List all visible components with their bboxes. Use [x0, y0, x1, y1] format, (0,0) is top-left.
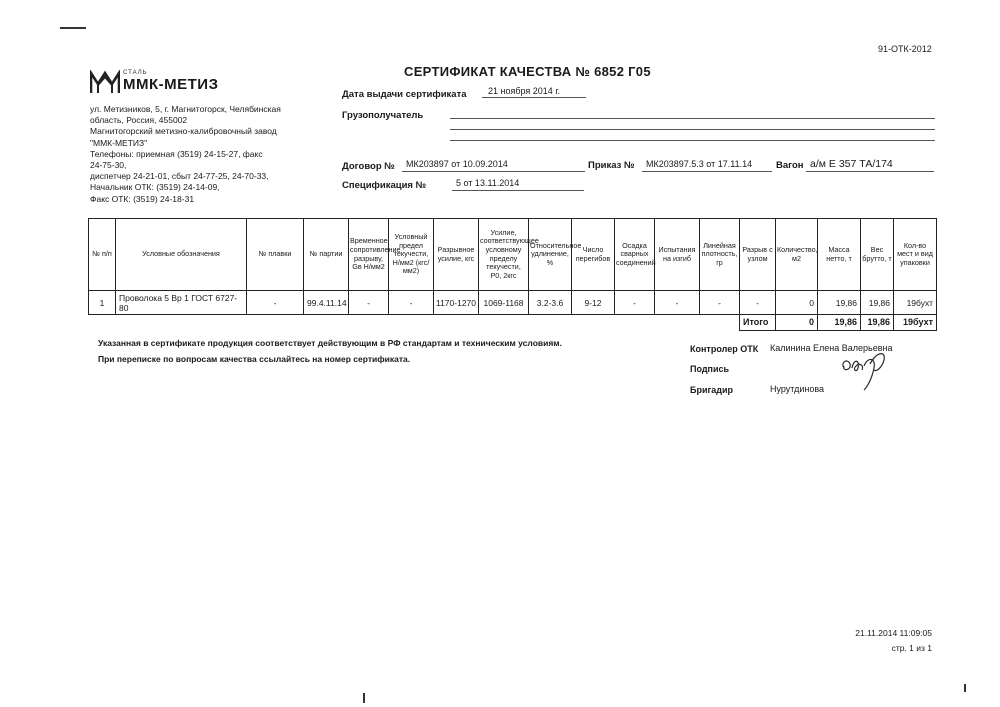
- signature-label: Подпись: [690, 364, 730, 374]
- column-header: Разрыв с узлом: [740, 219, 776, 291]
- order-value: МК203897.5.3 от 17.11.14: [646, 159, 753, 169]
- controller-label: Контролер ОТК: [690, 344, 759, 354]
- column-header: Вес брутто, т: [861, 219, 894, 291]
- address-line: Телефоны: приемная (3519) 24-15-27, факс: [90, 148, 263, 159]
- print-datetime: 21.11.2014 11:09:05: [855, 628, 932, 638]
- total-packages: 19бухт: [894, 315, 937, 331]
- table-cell: 9-12: [572, 291, 615, 315]
- foreman-label: Бригадир: [690, 385, 733, 395]
- table-cell: 19,86: [818, 291, 861, 315]
- certificate-title: СЕРТИФИКАТ КАЧЕСТВА № 6852 Г05: [404, 64, 651, 79]
- table-cell: 19,86: [861, 291, 894, 315]
- total-quantity: 0: [776, 315, 818, 331]
- total-gross: 19,86: [861, 315, 894, 331]
- address-line: Магнитогорский метизно-калибровочный завод: [90, 126, 277, 137]
- specification-value: 5 от 13.11.2014: [456, 178, 520, 188]
- column-header: Кол-во мест и вид упаковки: [894, 219, 937, 291]
- column-header: Усилие, соответствующее условному пределу текучести, Р0, 2кгс: [479, 219, 529, 291]
- foreman-name: Нурутдинова: [770, 384, 825, 394]
- column-header: № плавки: [247, 219, 304, 291]
- table-cell: 3.2-3.6: [529, 291, 572, 315]
- table-cell: -: [349, 291, 389, 315]
- table-cell: 0: [776, 291, 818, 315]
- column-header: Относительное удлинение, %: [529, 219, 572, 291]
- table-cell: -: [247, 291, 304, 315]
- column-header: Масса нетто, т: [818, 219, 861, 291]
- scan-mark: [60, 27, 86, 29]
- column-header: № п/п: [89, 219, 116, 291]
- column-header: Условные обозначения: [116, 219, 247, 291]
- quality-table: [88, 218, 937, 331]
- logo-caption: СТАЛЬ: [123, 70, 148, 76]
- contract-value: МК203897 от 10.09.2014: [406, 159, 508, 169]
- issue-date-label: Дата выдачи сертификата: [342, 89, 467, 100]
- handwritten-signature-icon: [830, 346, 890, 392]
- correspondence-note: При переписке по вопросам качества ссылайтесь на номер сертификата.: [98, 354, 411, 364]
- consignee-line: [450, 118, 935, 119]
- wagon-value: а/м Е 357 ТА/174: [810, 158, 893, 170]
- specification-label: Спецификация №: [342, 180, 427, 191]
- contract-label: Договор №: [342, 161, 395, 172]
- address-line: Начальник ОТК: (3519) 24-14-09,: [90, 182, 220, 193]
- column-header: Число перегибов: [572, 219, 615, 291]
- consignee-label: Грузополучатель: [342, 110, 424, 121]
- table-cell: -: [615, 291, 655, 315]
- table-cell: -: [389, 291, 434, 315]
- issue-date-underline: [482, 97, 586, 98]
- column-header: Разрывное усилие, кгс: [434, 219, 479, 291]
- table-cell: 1069-1168: [479, 291, 529, 315]
- column-header: № партии: [304, 219, 349, 291]
- table-cell: -: [740, 291, 776, 315]
- scan-mark: [363, 693, 365, 703]
- total-label: Итого: [740, 315, 776, 331]
- address-line: "ММК-МЕТИЗ": [90, 137, 148, 148]
- table-cell: Проволока 5 Вр 1 ГОСТ 6727-80: [116, 291, 247, 315]
- address-line: 24-75-30,: [90, 160, 127, 171]
- table-cell: -: [655, 291, 700, 315]
- table-cell: 1: [89, 291, 116, 315]
- table-cell: 19бухт: [894, 291, 937, 315]
- empty-cell: [89, 315, 740, 331]
- column-header: Испытания на изгиб: [655, 219, 700, 291]
- column-header: Количество, м2: [776, 219, 818, 291]
- page-info: стр. 1 из 1: [891, 643, 932, 653]
- table-cell: 1170-1270: [434, 291, 479, 315]
- column-header: Условный предел текучести, Н/мм2 (кгс/мм2): [389, 219, 434, 291]
- address-line: ул. Метизников, 5, г. Магнитогорск, Челябинская: [90, 104, 281, 114]
- contract-underline: [402, 171, 585, 172]
- address-line: диспетчер 24-21-01, сбыт 24-77-25, 24-70-33,: [90, 171, 269, 182]
- consignee-line: [450, 140, 935, 141]
- document-id: 91-ОТК-2012: [878, 44, 932, 54]
- table-row: [89, 291, 937, 315]
- table-total-row: [89, 315, 937, 331]
- company-name: ММК-МЕТИЗ: [123, 76, 219, 93]
- specification-underline: [452, 190, 584, 191]
- wagon-label: Вагон: [776, 160, 804, 171]
- column-header: Линейная плотность, гр: [700, 219, 740, 291]
- wagon-underline: [806, 171, 934, 172]
- table-cell: 99.4.11.14: [304, 291, 349, 315]
- controller-name: Калинина Елена Валерьевна: [770, 343, 893, 353]
- compliance-note: Указанная в сертификате продукция соответствует действующим в РФ стандартам и техническим условиям.: [98, 338, 562, 348]
- order-label: Приказ №: [588, 160, 635, 171]
- order-underline: [642, 171, 772, 172]
- column-header: Временное сопротивление разрыву, Gв Н/мм2: [349, 219, 389, 291]
- address-line: область, Россия, 455002: [90, 115, 188, 126]
- table-cell: -: [700, 291, 740, 315]
- mmk-logo-icon: [90, 70, 120, 94]
- address-line: Факс ОТК: (3519) 24-18-31: [90, 193, 195, 204]
- issue-date-value: 21 ноября 2014 г.: [488, 86, 560, 96]
- consignee-line: [450, 129, 935, 130]
- total-net: 19,86: [818, 315, 861, 331]
- company-address: [90, 104, 335, 205]
- column-header: Осадка сварных соединений: [615, 219, 655, 291]
- scan-mark: [964, 684, 966, 692]
- table-header-row: [89, 219, 937, 291]
